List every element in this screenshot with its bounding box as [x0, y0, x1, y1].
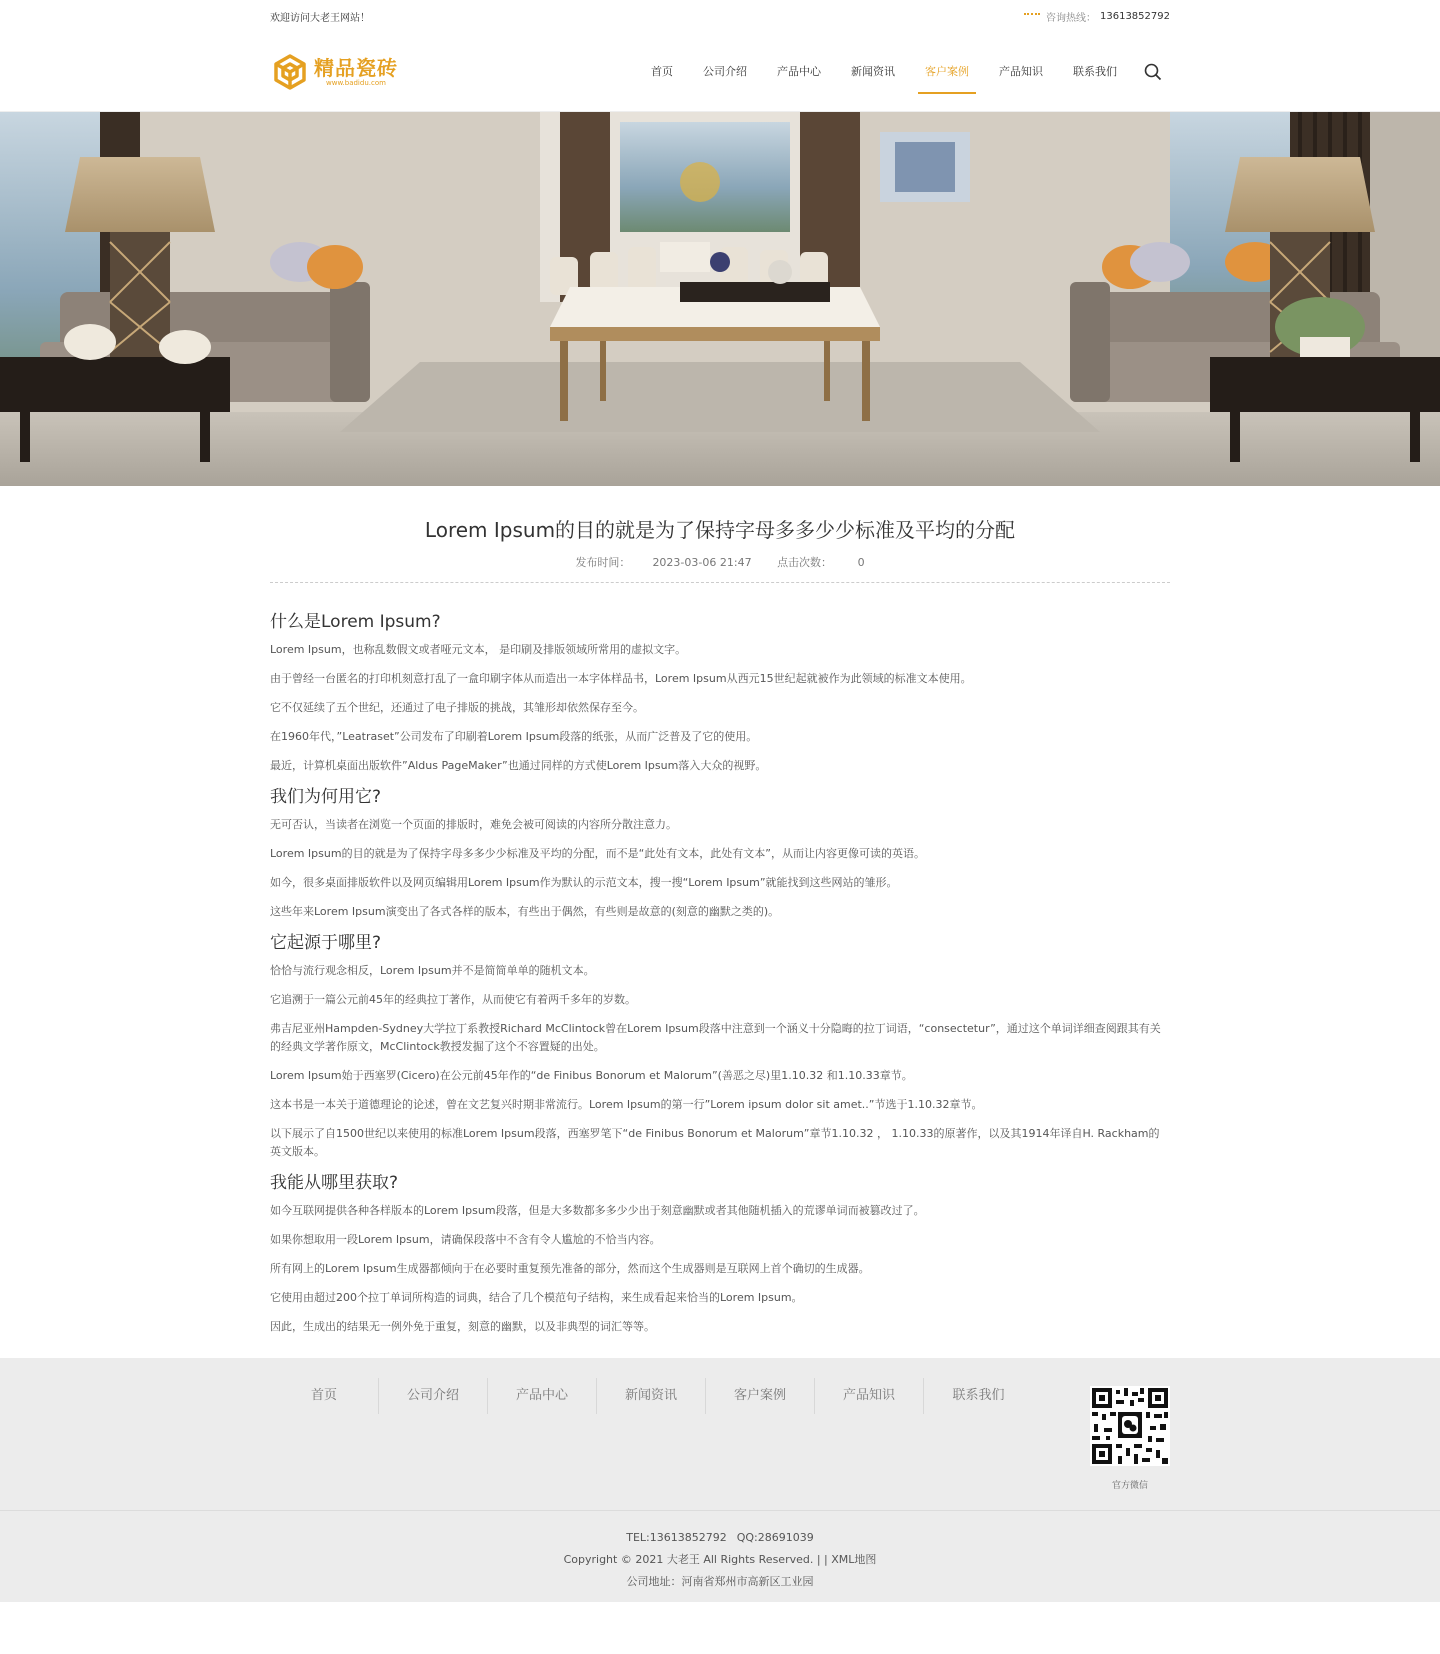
- site-logo[interactable]: [270, 52, 398, 92]
- logo-title: 精品瓷砖: [314, 56, 398, 80]
- paragraph: 最近，计算机桌面出版软件”Aldus PageMaker”也通过同样的方式使Lorem Ipsum落入大众的视野。: [270, 759, 767, 772]
- section-what: [270, 611, 1170, 775]
- nav-item-home[interactable]: 首页: [651, 65, 673, 78]
- section-heading: 我能从哪里获取?: [270, 1173, 399, 1193]
- welcome-text: 欢迎访问大老王网站！: [270, 12, 370, 24]
- section-heading: 它起源于哪里?: [270, 933, 382, 953]
- nav-item-cases[interactable]: 客户案例: [910, 32, 984, 112]
- paragraph: 所有网上的Lorem Ipsum生成器都倾向于在必要时重复预先准备的部分，然而这个生成器则是互联网上首个确切的生成器。: [270, 1262, 870, 1275]
- paragraph: 因此，生成出的结果无一例外免于重复，刻意的幽默，以及非典型的词汇等等。: [270, 1320, 655, 1333]
- publish-time: [575, 556, 751, 569]
- clicks-value: 0: [857, 556, 865, 569]
- footer-copyright: Copyright © 2021 大老王 All Rights Reserved. | |: [563, 1553, 828, 1566]
- paragraph: 由于曾经一台匿名的打印机刻意打乱了一盒印刷字体从而造出一本字体样品书，Lorem Ipsum从西元15世纪起就被作为此领域的标准文本使用。: [270, 672, 972, 685]
- paragraph: 如今，很多桌面排版软件以及网页编辑用Lorem Ipsum作为默认的示范文本，搜一搜“Lorem Ipsum”就能找到这些网站的雏形。: [270, 876, 898, 889]
- paragraph: 如果你想取用一段Lorem Ipsum，请确保段落中不含有令人尴尬的不恰当内容。: [270, 1233, 661, 1246]
- paragraph: 它不仅延续了五个世纪，还通过了电子排版的挑战，其雏形却依然保存至今。: [270, 701, 644, 714]
- banner-image: [0, 112, 1440, 486]
- footer-nav-cases[interactable]: 客户案例: [706, 1378, 815, 1414]
- sitemap-link[interactable]: XML地图: [831, 1553, 877, 1566]
- paragraph: 弗吉尼亚州Hampden-Sydney大学拉丁系教授Richard McClintock曾在Lorem Ipsum段落中注意到一个涵义十分隐晦的拉丁词语，“consectetur”，通过这个单词详细查阅跟其有关的经典文学著作原文，McClintock教授发掘了这个不容置疑的出处。: [270, 1022, 1161, 1053]
- paragraph: 如今互联网提供各种各样版本的Lorem Ipsum段落，但是大多数都多多少少出于刻意幽默或者其他随机插入的荒谬单词而被篡改过了。: [270, 1204, 925, 1217]
- hotline: [1024, 9, 1170, 24]
- section-origin: [270, 932, 1170, 1161]
- paragraph: Lorem Ipsum始于西塞罗(Cicero)在公元前45年作的“de Finibus Bonorum et Malorum”(善恶之尽)里1.10.32 和1.10.33章节。: [270, 1069, 913, 1082]
- paragraph: 在1960年代，”Leatraset”公司发布了印刷着Lorem Ipsum段落的纸张，从而广泛普及了它的使用。: [270, 730, 758, 743]
- footer-qq: QQ:28691039: [736, 1531, 814, 1544]
- phone-icon: [1024, 13, 1040, 19]
- article-header: [0, 486, 1440, 570]
- main-nav: [636, 32, 1170, 112]
- paragraph: Lorem Ipsum，也称乱数假文或者哑元文本， 是印刷及排版领域所常用的虚拟文字。: [270, 643, 687, 656]
- hotline-label: 咨询热线：: [1046, 12, 1096, 24]
- nav-item-about[interactable]: 公司介绍: [703, 65, 747, 78]
- top-bar: [0, 0, 1440, 32]
- footer-nav-about[interactable]: 公司介绍: [379, 1378, 488, 1414]
- click-count: [777, 556, 865, 569]
- article-body: [270, 583, 1170, 1336]
- nav-item-knowledge[interactable]: 产品知识: [999, 65, 1043, 78]
- paragraph: 恰恰与流行观念相反，Lorem Ipsum并不是简简单单的随机文本。: [270, 964, 595, 977]
- hotline-number: 13613852792: [1100, 10, 1170, 22]
- paragraph: 无可否认，当读者在浏览一个页面的排版时，难免会被可阅读的内容所分散注意力。: [270, 818, 677, 831]
- article-meta: [0, 554, 1440, 570]
- paragraph: 它追溯于一篇公元前45年的经典拉丁著作，从而使它有着两千多年的岁数。: [270, 993, 636, 1006]
- article-title: Lorem Ipsum的目的就是为了保持字母多多少少标准及平均的分配: [424, 518, 1016, 542]
- qr-code-icon: [1090, 1386, 1170, 1466]
- wechat-qr: [1090, 1386, 1170, 1491]
- paragraph: 这本书是一本关于道德理论的论述，曾在文艺复兴时期非常流行。Lorem Ipsum的第一行”Lorem ipsum dolor sit amet..”节选于1.10.32章节。: [270, 1098, 983, 1111]
- footer-nav-contact[interactable]: 联系我们: [952, 1388, 1005, 1403]
- footer-nav: [270, 1378, 1033, 1414]
- site-header: [0, 32, 1440, 112]
- paragraph: 它使用由超过200个拉丁单词所构造的词典，结合了几个模范句子结构，来生成看起来恰当的Lorem Ipsum。: [270, 1291, 803, 1304]
- nav-item-contact[interactable]: 联系我们: [1073, 65, 1117, 78]
- footer-address: 公司地址：河南省郑州市高新区工业园: [626, 1575, 814, 1588]
- footer-nav-products[interactable]: 产品中心: [488, 1378, 597, 1414]
- footer-nav-area: [0, 1358, 1440, 1510]
- paragraph: Lorem Ipsum的目的就是为了保持字母多多少少标准及平均的分配，而不是“此处有文本，此处有文本”，从而让内容更像可读的英语。: [270, 847, 925, 860]
- footer-nav-knowledge[interactable]: 产品知识: [815, 1378, 924, 1414]
- section-heading: 我们为何用它?: [270, 787, 382, 807]
- paragraph: 这些年来Lorem Ipsum演变出了各式各样的版本，有些出于偶然，有些则是故意的(刻意的幽默之类的)。: [270, 905, 780, 918]
- section-why: [270, 786, 1170, 921]
- footer-info: [0, 1510, 1440, 1602]
- section-where: [270, 1172, 1170, 1336]
- qr-label: 官方微信: [1111, 1481, 1148, 1491]
- clicks-label: 点击次数：: [777, 556, 833, 569]
- footer-nav-news[interactable]: 新闻资讯: [597, 1378, 706, 1414]
- footer-nav-home[interactable]: 首页: [270, 1378, 379, 1414]
- footer-tel: TEL:13613852792: [626, 1531, 727, 1544]
- publish-label: 发布时间：: [575, 556, 631, 569]
- nav-item-news[interactable]: 新闻资讯: [851, 65, 895, 78]
- logo-url: www.badidu.com: [326, 79, 386, 87]
- nav-item-products[interactable]: 产品中心: [777, 65, 821, 78]
- publish-value: 2023-03-06 21:47: [652, 556, 752, 569]
- section-heading: 什么是Lorem Ipsum?: [270, 612, 441, 632]
- logo-icon: [270, 52, 310, 92]
- search-icon[interactable]: [1144, 63, 1162, 81]
- paragraph: 以下展示了自1500世纪以来使用的标准Lorem Ipsum段落，西塞罗笔下“de Finibus Bonorum et Malorum”章节1.10.32 ， 1.10.33的原著作，以及其1914年译自H. Rackham的英文版本。: [270, 1127, 1160, 1158]
